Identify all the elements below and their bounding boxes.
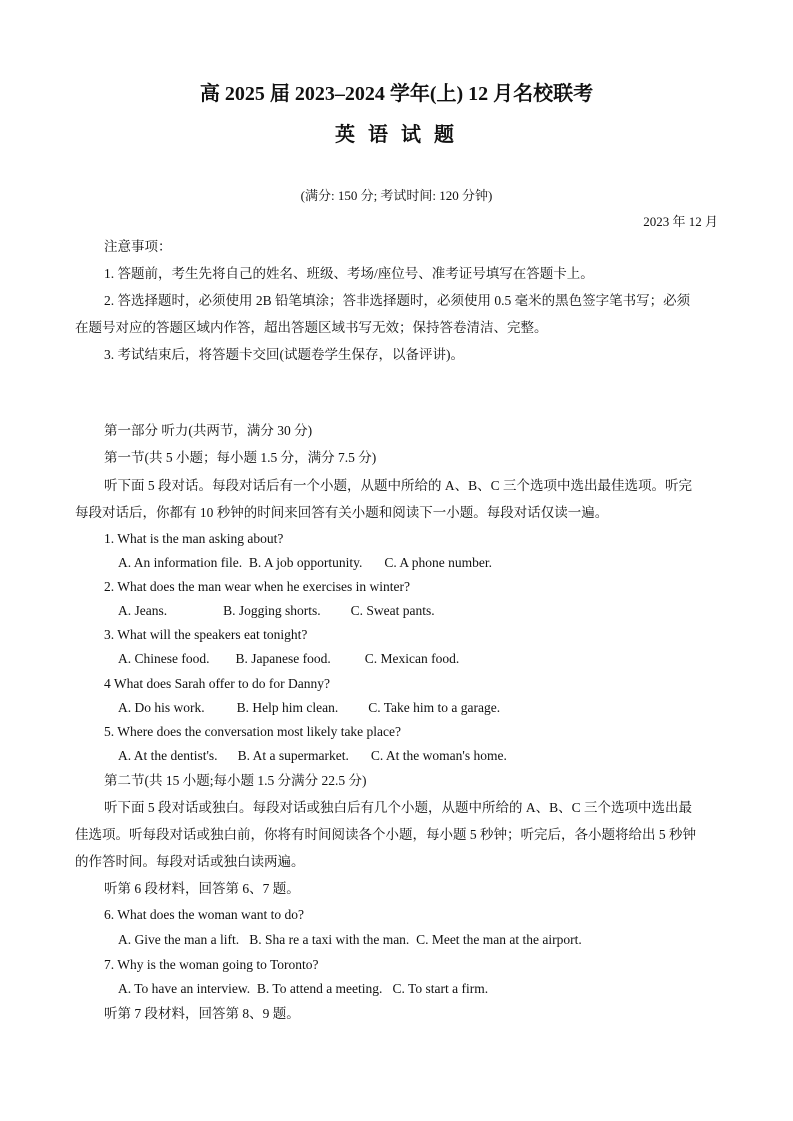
section2-heading: 第二节(共 15 小题;每小题 1.5 分满分 22.5 分)	[104, 773, 367, 788]
section1-heading: 第一节(共 5 小题；每小题 1.5 分，满分 7.5 分)	[104, 450, 377, 465]
option-c: C. Mexican food.	[364, 651, 460, 666]
option-a: A. Jeans.	[118, 603, 168, 618]
exam-title: 高 2025 届 2023–2024 学年(上) 12 月名校联考	[199, 83, 594, 105]
option-b: B. Sha re a taxi with the man.	[249, 932, 410, 947]
option-b: B. Help him clean.	[236, 700, 339, 715]
option-b: B. Jogging shorts.	[223, 603, 321, 618]
notice-item-3: 3. 考试结束后，将答题卡交回(试题卷学生保存，以备评讲)。	[104, 347, 464, 362]
notice-item-1: 1. 答题前，考生先将自己的姓名、班级、考场/座位号、准考证号填写在答题卡上。	[104, 266, 594, 281]
option-c: C. Take him to a garage.	[368, 700, 501, 715]
option-c: C. To start a firm.	[392, 981, 489, 996]
question-3-options	[118, 649, 459, 669]
option-c: C. Meet the man at the airport.	[416, 932, 582, 947]
material-6: 听第 6 段材料，回答第 6、7 题。	[104, 881, 300, 896]
question-2: 2. What does the man wear when he exercises in winter?	[104, 579, 411, 594]
question-7: 7. Why is the woman going to Toronto?	[104, 957, 319, 972]
notice-item-2-cont: 在题号对应的答题区域内作答，超出答题区域书写无效；保持答卷清洁、完整。	[75, 320, 548, 335]
question-6: 6. What does the woman want to do?	[104, 907, 304, 922]
question-6-options	[118, 930, 582, 950]
option-c: C. A phone number.	[384, 555, 492, 570]
option-a: A. To have an interview.	[118, 981, 251, 996]
option-a: A. Give the man a lift.	[118, 932, 240, 947]
question-4: 4 What does Sarah offer to do for Danny?	[104, 676, 330, 691]
section2-instr-cont: 佳选项。听每段对话或独白前，你将有时间阅读各个小题，每小题 5 秒钟；听完后，各小题将给出 5 秒钟	[75, 827, 696, 842]
question-7-options	[118, 979, 488, 999]
question-4-options	[118, 698, 500, 718]
question-1-options	[118, 553, 492, 573]
option-a: A. Do his work.	[118, 700, 205, 715]
material-7: 听第 7 段材料，回答第 8、9 题。	[104, 1006, 300, 1021]
question-5-options	[118, 746, 507, 766]
notice-heading: 注意事项：	[104, 239, 172, 254]
option-a: A. At the dentist's.	[118, 748, 218, 763]
section1-instr: 听下面 5 段对话。每段对话后有一个小题，从题中所给的 A、B、C 三个选项中选出最佳选项。听完	[104, 478, 693, 493]
exam-subtitle: 英 语 试 题	[335, 124, 458, 146]
notice-item-2: 2. 答选择题时，必须使用 2B 铅笔填涂；答非选择题时，必须使用 0.5 毫米的黑色签字笔书写；必须	[104, 293, 691, 308]
option-b: B. A job opportunity.	[248, 555, 363, 570]
part1-heading: 第一部分 听力(共两节，满分 30 分)	[104, 423, 313, 438]
option-a: A. An information file.	[118, 555, 243, 570]
question-1: 1. What is the man asking about?	[104, 531, 284, 546]
option-b: B. To attend a meeting.	[256, 981, 383, 996]
option-a: A. Chinese food.	[118, 651, 210, 666]
score-time: (满分: 150 分; 考试时间: 120 分钟)	[300, 188, 493, 203]
option-c: C. Sweat pants.	[350, 603, 435, 618]
question-3: 3. What will the speakers eat tonight?	[104, 627, 308, 642]
section2-instr-cont2: 的作答时间。每段对话或独白读两遍。	[75, 854, 305, 869]
option-c: C. At the woman's home.	[370, 748, 507, 763]
section1-instr-cont: 每段对话后，你都有 10 秒钟的时间来回答有关小题和阅读下一小题。每段对话仅读一遍。	[75, 505, 609, 520]
exam-date: 2023 年 12 月	[643, 214, 718, 229]
question-2-options	[118, 601, 435, 621]
section2-instr: 听下面 5 段对话或独白。每段对话或独白后有几个小题，从题中所给的 A、B、C 三个选项中选出最	[104, 800, 693, 815]
option-b: B. At a supermarket.	[237, 748, 349, 763]
option-b: B. Japanese food.	[235, 651, 331, 666]
question-5: 5. Where does the conversation most likely take place?	[104, 724, 402, 739]
